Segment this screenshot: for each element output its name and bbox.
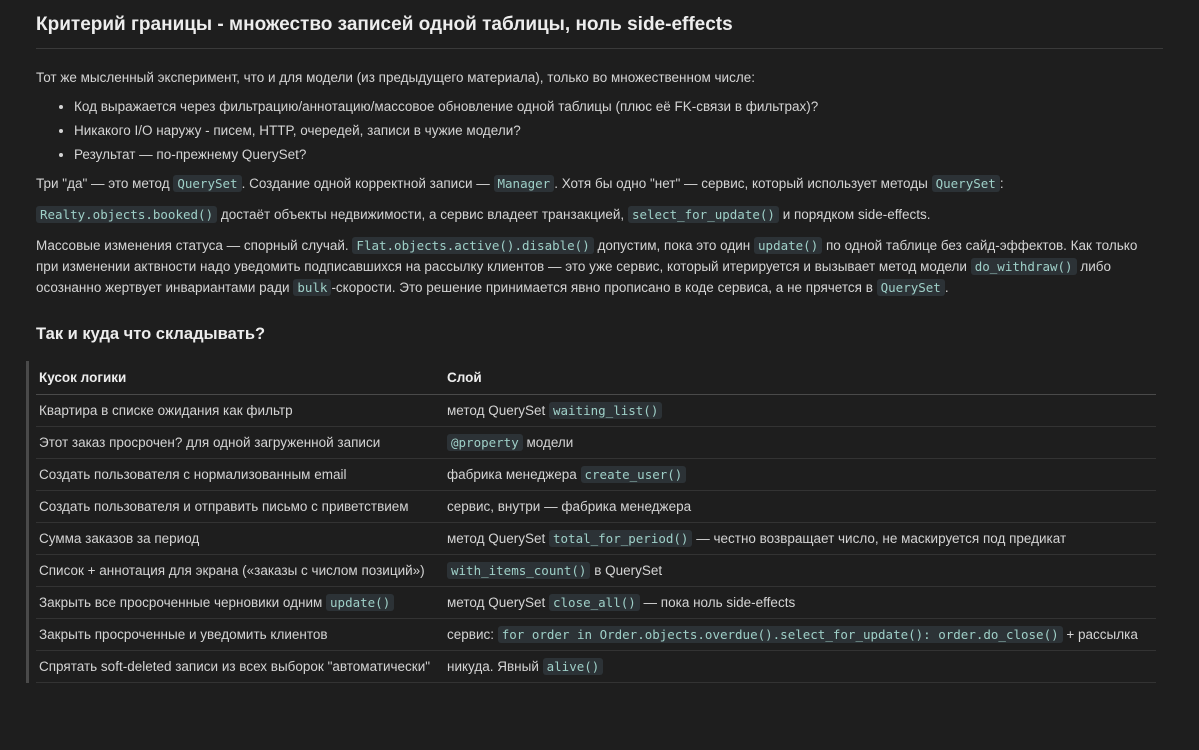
text: : [999,176,1004,191]
table-row [36,555,1156,587]
code-inline: for order in Order.objects.overdue().select_for_update(): order.do_close() [498,626,1063,643]
table-row [36,395,1156,427]
text: Список + аннотация для экрана («заказы с числом позиций») [39,563,425,578]
code-inline: total_for_period() [549,530,692,547]
table-row [36,491,1156,523]
cell-logic [36,555,444,587]
text: сервис, внутри — фабрика менеджера [447,499,692,514]
cell-logic [36,491,444,523]
layer-table-container [26,361,1163,683]
text: Закрыть все просроченные черновики одним [39,595,327,610]
code-inline: with_items_count() [447,562,590,579]
text: сервис: [447,627,498,642]
text: Три "да" — это метод [36,176,174,191]
rule-paragraph [36,173,1163,194]
code-inline: alive() [543,658,604,675]
table-row [36,587,1156,619]
table-row [36,459,1156,491]
intro-paragraph: Тот же мысленный эксперимент, что и для модели (из предыдущего материала), только во множественном числе: [36,70,755,85]
code-inline: QuerySet [877,279,945,296]
column-header-layer: Слой [444,361,1156,395]
cell-layer [444,587,1156,619]
text: фабрика менеджера [447,467,581,482]
column-header-logic: Кусок логики [36,361,444,395]
text: в QuerySet [590,563,663,578]
code-inline: select_for_update() [628,206,779,223]
text: — честно возвращает число, не маскируется под предикат [692,531,1067,546]
text: достаёт объекты недвижимости, а сервис владеет транзакцией, [217,207,628,222]
text: либо осознанно жертвует инвариантами ради [36,259,1111,295]
list-item: • Результат — по-прежнему QuerySet? [74,144,1163,165]
table-row [36,651,1156,683]
list-item: • Код выражается через фильтрацию/аннотацию/массовое обновление одной таблицы (плюс её FK-связи в фильтрах)? [74,96,1163,117]
example-paragraph [36,204,1163,225]
code-inline: update() [754,237,822,254]
code-inline: do_withdraw() [971,258,1077,275]
list-item: • Никакого I/O наружу - писем, HTTP, очередей, записи в чужие модели? [74,120,1163,141]
cell-logic [36,459,444,491]
status-change-paragraph [36,235,1163,298]
text: . Хотя бы одно "нет" — сервис, который использует методы [554,176,932,191]
text: и порядком side-effects. [778,207,931,222]
text: Создать пользователя и отправить письмо с приветствием [39,499,409,514]
text: модели [522,435,574,450]
text: -скорости. Это решение принимается явно прописано в коде сервиса, а не прячется в [331,280,877,295]
cell-layer [444,427,1156,459]
cell-logic [36,395,444,427]
table-header-row [36,361,1156,395]
page-title: Критерий границы - множество записей одной таблицы, ноль side-effects [36,0,1163,49]
cell-layer [444,619,1156,651]
section-heading: Так и куда что складывать? [36,325,266,343]
text: Массовые изменения статуса — спорный случай. [36,238,353,253]
code-inline: Flat.objects.active().disable() [352,237,593,254]
table-row [36,619,1156,651]
cell-layer [444,555,1156,587]
text: Квартира в списке ожидания как фильтр [39,403,293,418]
criteria-list [36,96,1163,165]
text: Этот заказ просрочен? для одной загруженной записи [39,435,381,450]
cell-layer [444,491,1156,523]
table-row [36,523,1156,555]
cell-layer [444,395,1156,427]
cell-logic [36,619,444,651]
code-inline: Realty.objects.booked() [36,206,217,223]
text: Сумма заказов за период [39,531,200,546]
code-inline: create_user() [581,466,687,483]
code-inline: update() [326,594,394,611]
cell-logic [36,523,444,555]
text: + рассылка [1062,627,1138,642]
code-inline: waiting_list() [549,402,662,419]
text: по одной таблице без сайд-эффектов. Как только при изменении актвности надо уведомить подписавшихся на рассылку клиентов — это уже сервис, который итерируется и вызывает метод модели [36,238,1138,274]
cell-logic [36,651,444,683]
cell-layer [444,523,1156,555]
text: метод QuerySet [447,403,549,418]
text: метод QuerySet [447,531,549,546]
code-inline: Manager [494,175,555,192]
cell-layer [444,651,1156,683]
text: Спрятать soft-deleted записи из всех выборок "автоматически" [39,659,431,674]
text: Создать пользователя с нормализованным email [39,467,347,482]
cell-logic [36,427,444,459]
table-row [36,427,1156,459]
code-inline: QuerySet [173,175,241,192]
text: . Создание одной корректной записи — [241,176,494,191]
cell-logic [36,587,444,619]
text: Закрыть просроченные и уведомить клиентов [39,627,328,642]
text: — пока ноль side-effects [639,595,796,610]
text: никуда. Явный [447,659,543,674]
text: . [944,280,949,295]
cell-layer [444,459,1156,491]
layer-table [36,361,1156,683]
code-inline: close_all() [549,594,640,611]
document [36,0,1163,683]
code-inline: QuerySet [932,175,1000,192]
code-inline: @property [447,434,523,451]
code-inline: bulk [293,279,331,296]
text: допустим, пока это один [593,238,755,253]
text: метод QuerySet [447,595,549,610]
